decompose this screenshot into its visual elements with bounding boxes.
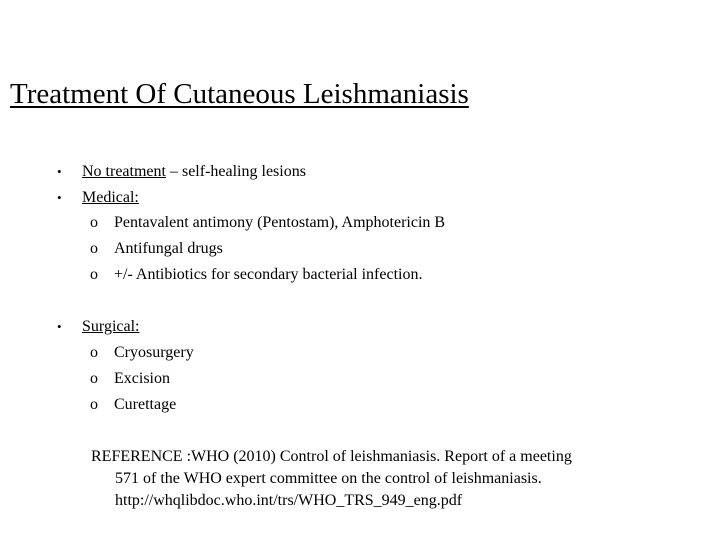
sub-bullet-marker: o <box>90 344 98 361</box>
sub-bullet-marker: o <box>90 240 98 257</box>
sub-bullet-marker: o <box>90 214 98 231</box>
medical-item: Pentavalent antimony (Pentostam), Amphotericin B <box>114 214 446 231</box>
reference-line: REFERENCE :WHO (2010) Control of leishmaniasis. Report of a meeting <box>91 448 572 465</box>
no-treatment-text: – self-healing lesions <box>165 163 306 180</box>
reference-url: http://whqlibdoc.who.int/trs/WHO_TRS_949_eng.pdf <box>115 492 463 509</box>
bullet-marker: • <box>57 190 62 205</box>
surgical-heading: Surgical: <box>82 318 140 335</box>
surgical-item: Excision <box>114 370 170 387</box>
bullet-marker: • <box>57 319 62 334</box>
surgical-item: Curettage <box>114 396 177 413</box>
medical-item: +/- Antibiotics for secondary bacterial infection. <box>114 266 423 283</box>
medical-item: Antifungal drugs <box>114 240 223 257</box>
sub-bullet-marker: o <box>90 370 98 387</box>
no-treatment-heading: No treatment <box>82 163 166 180</box>
sub-bullet-marker: o <box>90 396 98 413</box>
sub-bullet-marker: o <box>90 266 98 283</box>
reference-line: 571 of the WHO expert committee on the control of leishmaniasis. <box>115 470 542 487</box>
page-title: Treatment Of Cutaneous Leishmaniasis <box>10 78 469 110</box>
list-item-no-treatment <box>82 162 306 182</box>
medical-heading: Medical: <box>82 189 139 206</box>
surgical-item: Cryosurgery <box>114 344 194 361</box>
reference-block <box>91 446 572 512</box>
bullet-marker: • <box>57 164 62 179</box>
